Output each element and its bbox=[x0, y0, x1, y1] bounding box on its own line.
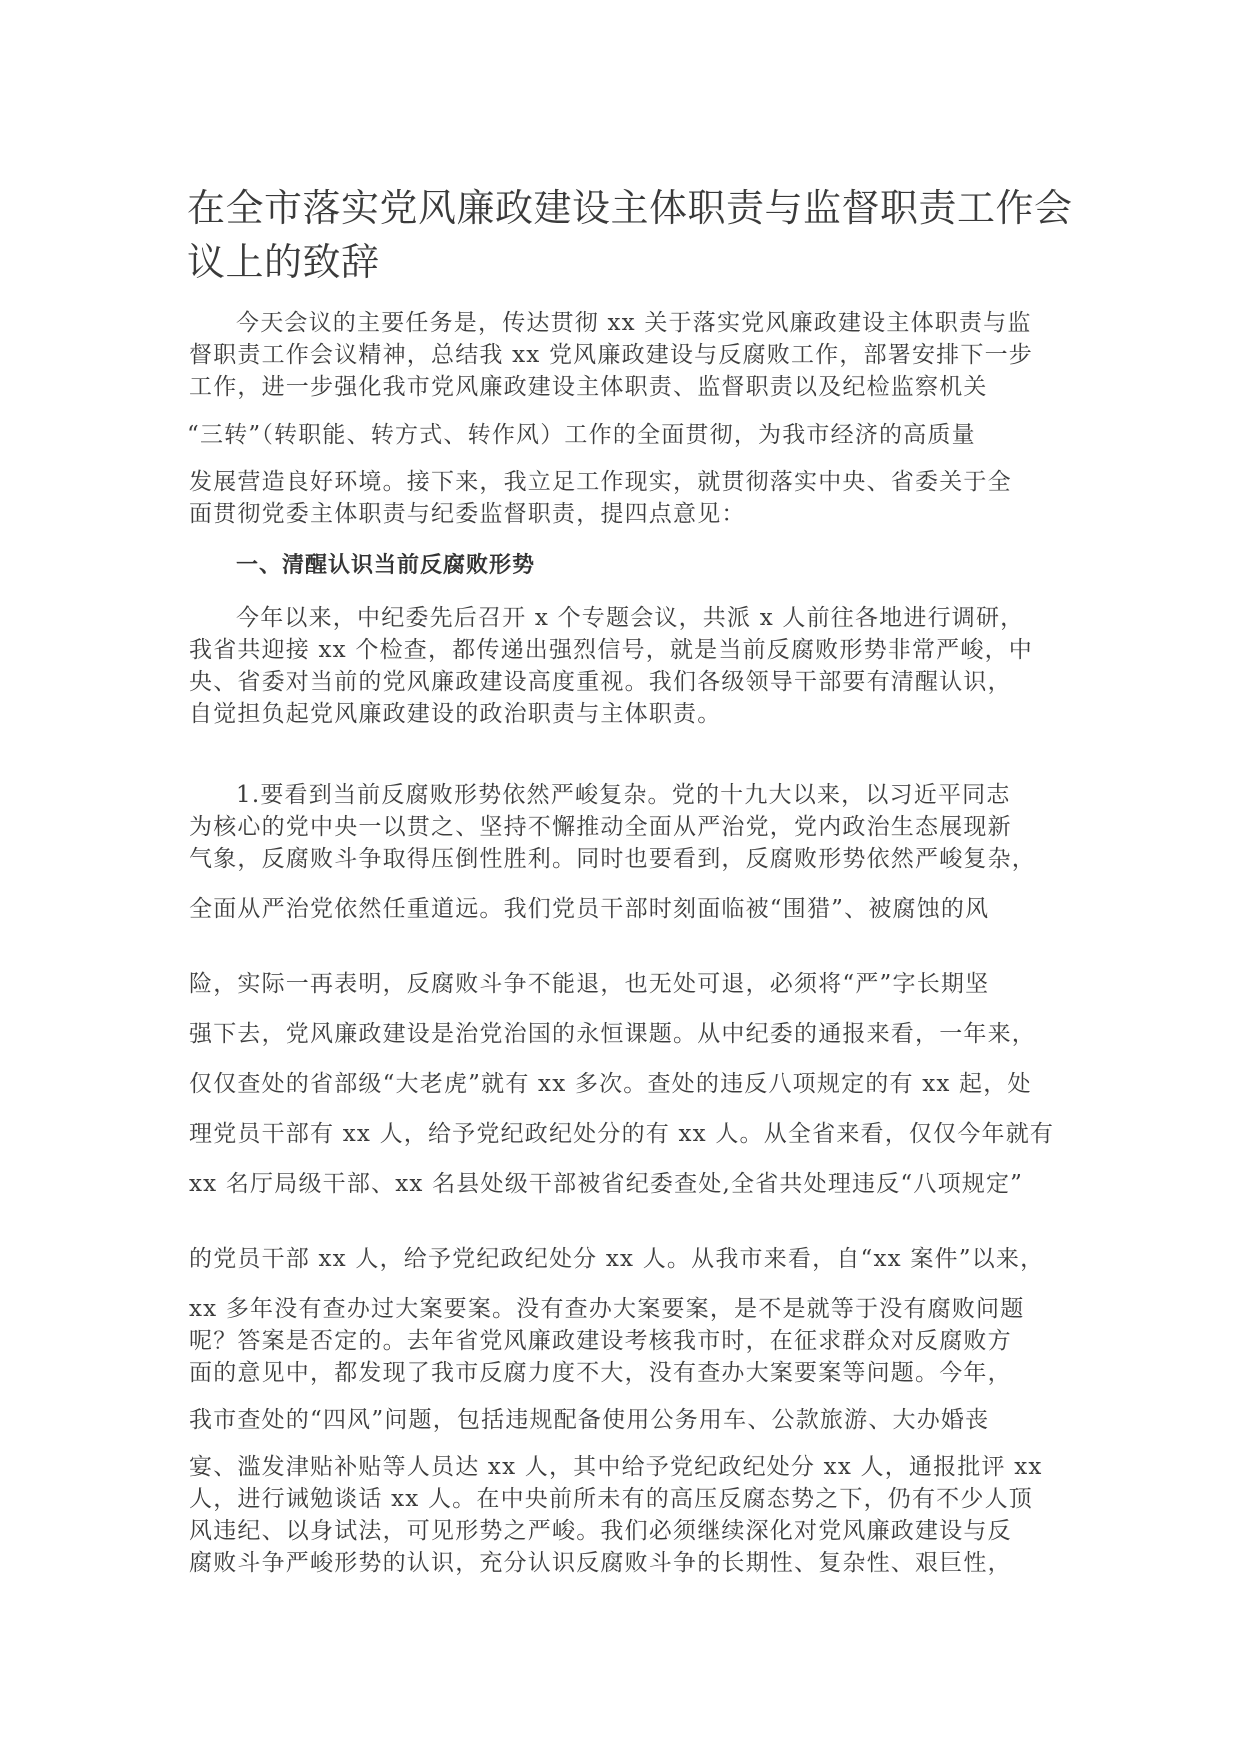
paragraph-2-line-2: 我省共迎接 xx 个检查，都传递出强烈信号，就是当前反腐败形势非常严峻，中 bbox=[189, 637, 1033, 663]
paragraph-2-line-4: 自觉担负起党风廉政建设的政治职责与主体职责。 bbox=[189, 701, 722, 727]
paragraph-3-line-10: 的党员干部 xx 人，给予党纪政纪处分 xx 人。从我市来看，自“xx 案件”以来， bbox=[189, 1246, 1045, 1272]
paragraph-3-line-3: 气象，反腐败斗争取得压倒性胜利。同时也要看到，反腐败形势依然严峻复杂， bbox=[189, 846, 1036, 872]
paragraph-3-line-15: 宴、滥发津贴补贴等人员达 xx 人，其中给予党纪政纪处分 xx 人，通报批评 xx bbox=[189, 1454, 1043, 1480]
paragraph-3-line-13: 面的意见中，都发现了我市反腐力度不大，没有查办大案要案等问题。今年， bbox=[189, 1360, 1012, 1386]
paragraph-1-line-1: 今天会议的主要任务是，传达贯彻 xx 关于落实党风廉政建设主体职责与监 bbox=[236, 310, 1032, 336]
paragraph-3-line-12: 呢？答案是否定的。去年省党风廉政建设考核我市时，在征求群众对反腐败方 bbox=[189, 1328, 1012, 1354]
paragraph-1-line-5: 发展营造良好环境。接下来，我立足工作现实，就贯彻落实中央、省委关于全 bbox=[189, 469, 1012, 495]
paragraph-1-line-6: 面贯彻党委主体职责与纪委监督职责，提四点意见： bbox=[189, 501, 746, 527]
paragraph-3-line-7: 仅仅查处的省部级“大老虎”就有 xx 多次。查处的违反八项规定的有 xx 起，处 bbox=[189, 1071, 1032, 1097]
paragraph-3-line-18: 腐败斗争严峻形势的认识，充分认识反腐败斗争的长期性、复杂性、艰巨性， bbox=[189, 1550, 1012, 1576]
paragraph-1-line-2: 督职责工作会议精神，总结我 xx 党风廉政建设与反腐败工作，部署安排下一步 bbox=[189, 342, 1033, 368]
paragraph-3-line-5: 险，实际一再表明，反腐败斗争不能退，也无处可退，必须将“严”字长期坚 bbox=[189, 971, 990, 997]
paragraph-3-line-9: xx 名厅局级干部、xx 名县处级干部被省纪委查处,全省共处理违反“八项规定” bbox=[189, 1171, 1024, 1197]
paragraph-3-line-4: 全面从严治党依然任重道远。我们党员干部时刻面临被“围猎”、被腐蚀的风 bbox=[189, 896, 990, 922]
document-title-line-2: 议上的致辞 bbox=[187, 240, 380, 284]
paragraph-3-line-14: 我市查处的“四风”问题，包括违规配备使用公务用车、公款旅游、大办婚丧 bbox=[189, 1407, 990, 1433]
paragraph-3-line-8: 理党员干部有 xx 人，给予党纪政纪处分的有 xx 人。从全省来看，仅仅今年就有 bbox=[189, 1121, 1055, 1147]
paragraph-3-line-16: 人，进行诫勉谈话 xx 人。在中央前所未有的高压反腐态势之下，仍有不少人顶 bbox=[189, 1486, 1033, 1512]
paragraph-1-line-4: “三转”（转职能、转方式、转作风）工作的全面贯彻，为我市经济的高质量 bbox=[187, 422, 976, 448]
paragraph-3-line-11: xx 多年没有查办过大案要案。没有查办大案要案，是不是就等于没有腐败问题 bbox=[189, 1296, 1025, 1322]
paragraph-3-line-2: 为核心的党中央一以贯之、坚持不懈推动全面从严治党，党内政治生态展现新 bbox=[189, 814, 1012, 840]
paragraph-3-line-17: 风违纪、以身试法，可见形势之严峻。我们必须继续深化对党风廉政建设与反 bbox=[189, 1518, 1012, 1544]
paragraph-3-line-6: 强下去，党风廉政建设是治党治国的永恒课题。从中纪委的通报来看，一年来， bbox=[189, 1021, 1036, 1047]
paragraph-2-line-1: 今年以来，中纪委先后召开 x 个专题会议，共派 x 人前往各地进行调研， bbox=[236, 605, 1025, 631]
document-title-line-1: 在全市落实党风廉政建设主体职责与监督职责工作会 bbox=[187, 186, 1073, 230]
paragraph-3-line-1: 1.要看到当前反腐败形势依然严峻复杂。党的十九大以来，以习近平同志 bbox=[236, 782, 1011, 808]
paragraph-1-line-3: 工作，进一步强化我市党风廉政建设主体职责、监督职责以及纪检监察机关 bbox=[189, 374, 988, 400]
section-heading-1: 一、清醒认识当前反腐败形势 bbox=[236, 553, 536, 578]
paragraph-2-line-3: 央、省委对当前的党风廉政建设高度重视。我们各级领导干部要有清醒认识， bbox=[189, 669, 1012, 695]
